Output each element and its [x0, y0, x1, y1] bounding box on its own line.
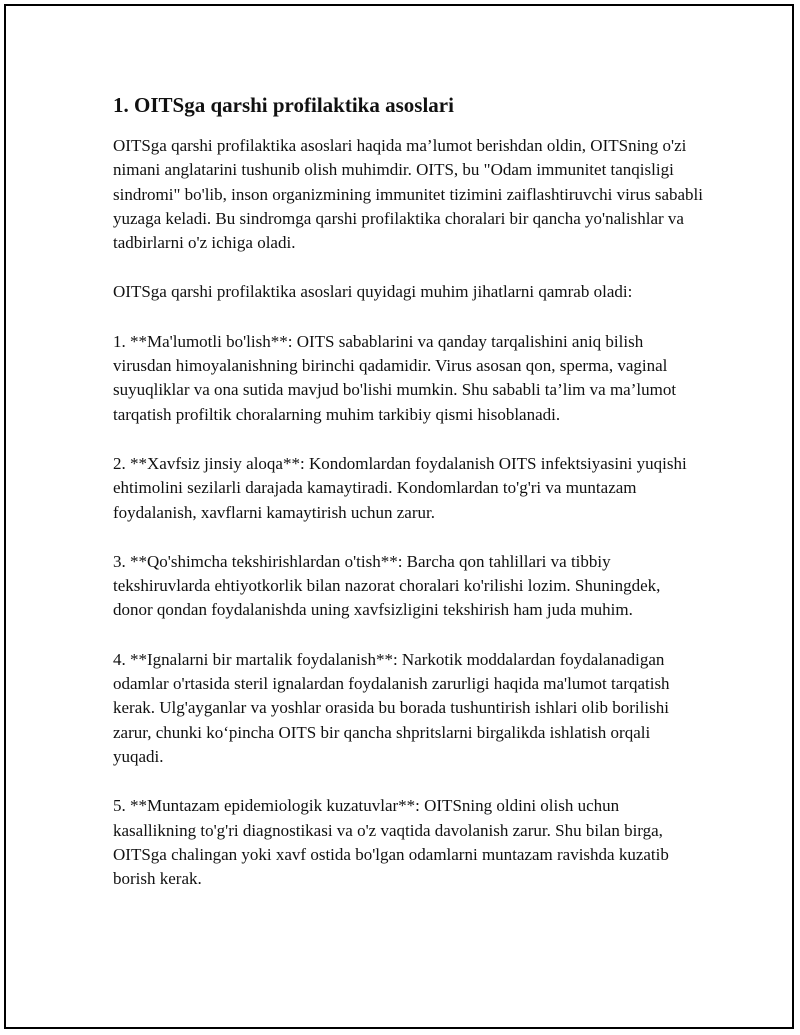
list-item-informed: 1. **Ma'lumotli bo'lish**: OITS sabablarini va qanday tarqalishini aniq bilish virusdan himoyalanishning birinchi qadamidir. Virus asosan qon, sperma, vaginal suyuqliklar va ona sutida mavjud bo'lishi mumkin. Shu sababli ta’lim va ma’lumot tarqatish profiltik choralarning muhim tarkibiy qismi hisoblanadi. [113, 331, 677, 424]
page-title: 1. OITSga qarshi profilaktika asoslari [113, 93, 454, 117]
intro-paragraph: OITSga qarshi profilaktika asoslari haqida ma’lumot berishdan oldin, OITSning o'zi nimani anglatarini tushunib olish muhimdir. OITS, bu "Odam immunitet tanqisligi sindromi" bo'lib, inson organizmining immunitet tizimini zaiflashtiruvchi virus sababli yuzaga keladi. Bu sindromga qarshi profilaktika choralari bir qancha yo'nalishlar va tadbirlarni o'z ichiga oladi. [113, 136, 703, 253]
document-body [113, 90, 703, 916]
overview-paragraph: OITSga qarshi profilaktika asoslari quyidagi muhim jihatlarni qamrab oladi: [113, 282, 633, 302]
list-item-single-use-needles: 4. **Ignalarni bir martalik foydalanish**: Narkotik moddalardan foydalanadigan odamlar o'rtasida steril ignalardan foydalanish zarurligi haqida ma'lumot tarqatish kerak. Ulg'ayganlar va yoshlar orasida bu borada tushuntirish ishlari olib borilishi zarur, chunki ko‘pincha OITS bir qancha shpritslarni birgalikda ishlatish orqali yuqadi. [113, 649, 670, 766]
list-item-safe-sex: 2. **Xavfsiz jinsiy aloqa**: Kondomlardan foydalanish OITS infektsiyasini yuqishi ehtimolini sezilarli darajada kamaytiradi. Kondomlardan to'g'ri va muntazam foydalanish, xavflarni kamaytirish uchun zarur. [113, 453, 687, 522]
list-item-additional-checks: 3. **Qo'shimcha tekshirishlardan o'tish**: Barcha qon tahlillari va tibbiy tekshiruvlarda ehtiyotkorlik bilan nazorat choralari ko'rilishi lozim. Shuningdek, donor qondan foydalanishda uning xavfsizligini tekshirish ham juda muhim. [113, 551, 661, 620]
list-item-epidemiological-monitoring: 5. **Muntazam epidemiologik kuzatuvlar**: OITSning oldini olish uchun kasallikning to'g'ri diagnostikasi va o'z vaqtida davolanish zarur. Shu bilan birga, OITSga chalingan yoki xavf ostida bo'lgan odamlarni muntazam ravishda kuzatib borish kerak. [113, 796, 669, 889]
